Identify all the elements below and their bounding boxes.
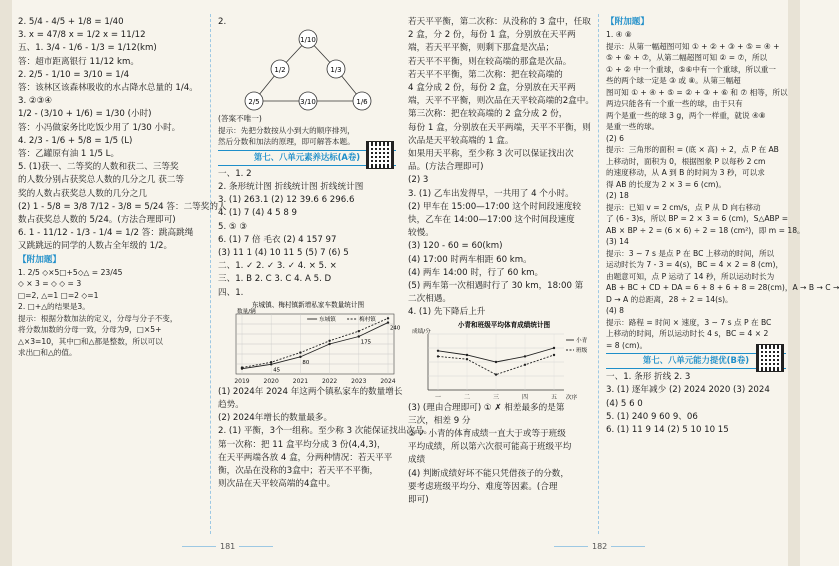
answer-line: (2) 2024年增长的数量最多。 <box>218 413 333 424</box>
answer-line: 奖的人数占获奖总人数的几分之几 <box>18 188 147 199</box>
data-point <box>524 363 526 365</box>
data-point <box>270 363 272 365</box>
answer-line: (3) 120 - 60 = 60(km) <box>408 241 503 252</box>
node-top: 1/10 <box>300 36 316 45</box>
answer-line: 4. 2/3 - 1/6 + 5/8 = 1/5 (L) <box>18 135 133 146</box>
answer-line: 6. (1) 7 倍 毛衣 (2) 4 157 97 <box>218 234 337 245</box>
x-tick-label: 2021 <box>292 377 309 385</box>
data-point <box>387 317 389 319</box>
answer-line: 3. (1) 逐年减少 (2) 2024 2020 (3) 2024 <box>606 385 770 396</box>
node-bottom-mid: 3/10 <box>300 98 316 107</box>
data-point <box>495 373 497 375</box>
chart-title: 小青和班级平均体育成绩统计图 <box>457 320 551 329</box>
hint-line: 的速度移动，从 A 到 B 的时间为 3 秒，可以求 <box>606 168 765 178</box>
answer-line: 第一次称：把 11 盒平均分成 3 份(4,4,3)， <box>218 439 386 450</box>
hint-line: 图可知 ① + ④ + ⑤ = ② + ③ + ⑥ 和 ⑦ 相等，所以 <box>606 87 788 97</box>
answer-line: 一、1. 2 <box>218 168 252 179</box>
data-point <box>437 349 439 351</box>
answer-line: 的人数分别占获奖总人数的几分之几 获二等 <box>18 175 185 186</box>
answer-line: (2) 1 - 5/8 = 3/8 7/12 - 3/8 = 5/24 答：二等奖的人 <box>18 201 227 212</box>
answer-line: 3. x = 47/8 x = 1/2 x = 11/12 <box>18 30 146 41</box>
data-point <box>495 360 497 362</box>
hint-line: 两个是重一些的球 3 g，两个一样重，就说 ④⑧ <box>606 110 766 120</box>
answer-line: 答：该林区该森林吸收的水占降水总量的 1/4。 <box>18 83 198 94</box>
extra-answer-line: 提示：根据分数加法的定义，分母与分子不变， <box>18 313 178 323</box>
data-point <box>328 343 330 345</box>
legend-label: 小青 <box>576 337 588 344</box>
page-182 <box>400 0 839 566</box>
hint-line: AB × BP ÷ 2 = (6 × 6) ÷ 2 = 18 (cm²)，即 m = 18。 <box>606 225 805 235</box>
data-point <box>270 361 272 363</box>
answer-line: 较慢。 <box>408 228 434 239</box>
x-tick-label: 2024 <box>380 377 396 385</box>
x-tick-label: 一 <box>434 393 442 401</box>
hint-line: (3) 14 <box>606 237 629 247</box>
answer-line: (2) 3 <box>408 175 429 186</box>
hint-line: (2) 18 <box>606 191 629 201</box>
extra-answer-line: △×3=10，其中□和△都是整数，所以可以 <box>18 336 163 346</box>
answer-line: 成绩 <box>408 455 426 466</box>
hint-line: (2) 6 <box>606 133 625 143</box>
extra-answer-line: 求出□和△的值。 <box>18 348 77 358</box>
x-tick-label: 2020 <box>263 377 279 385</box>
answer-line: 一、1. 条形 折线 2. 3 <box>606 372 691 383</box>
data-point <box>553 353 555 355</box>
data-point <box>328 339 330 341</box>
series-line-0 <box>242 322 388 368</box>
hint-line: 运动时长为 7 - 3 = 4(s)，BC = 4 × 2 = 8 (cm)， <box>606 260 784 270</box>
answer-line: ② ✓ 小青的体育成绩一直大于或等于班级 <box>408 429 566 440</box>
answer-line: 答：小冯做家务比吃饭少用了 1/30 小时。 <box>18 122 181 133</box>
hint-line: 得 AB 的长度为 2 × 3 = 6 (cm)。 <box>606 179 726 189</box>
node-bottom-right: 1/6 <box>356 98 368 107</box>
page-number: 181 <box>178 542 277 551</box>
answer-line: 衡，次品在没称的3盒中；若天平不平衡， <box>218 465 379 476</box>
private-car-line-chart <box>218 300 401 386</box>
answer-line: 6. 1 - 11/12 - 1/3 - 1/4 = 1/2 答：跳高跳绳 <box>18 228 194 239</box>
column-3 <box>404 16 596 538</box>
answer-line: 答：超市距离银行 11/12 km。 <box>18 56 139 67</box>
answer-line: (4) 判断成绩好坏不能只凭借孩子的分数， <box>408 468 569 479</box>
answer-line: 若天平不平衡，则在较高端的那盒是次品。 <box>408 56 572 67</box>
answer-line: 品。(方法合理即可) <box>408 162 484 173</box>
node-right-mid: 1/3 <box>330 66 342 75</box>
data-point <box>358 330 360 332</box>
unit-7a-title: 第七、八单元素养达标(A卷) <box>218 150 396 166</box>
answer-line: 平均成绩，所以第六次很可能高于班级平均 <box>408 442 572 453</box>
pe-score-line-chart <box>408 320 588 402</box>
answer-line: 又跳跳远的同学的人数占全年级的 1/2。 <box>18 241 173 252</box>
answer-line: 即可) <box>408 495 429 506</box>
hint-line: 上移动时，面积为 0，根据图象 P 以每秒 2 cm <box>606 156 766 166</box>
hint-line: 1. ④ ⑧ <box>606 30 632 40</box>
answer-line: (3) (理由合理即可) ① ✗ 相差最多的是第 <box>408 402 565 413</box>
answer-line: 4. (1) 7 (4) 4 5 8 9 <box>218 208 298 219</box>
hint-line: 提示：先把分数按从小到大的顺序排列， <box>218 125 355 135</box>
answer-line: 1/2 - (3/10 + 1/6) = 1/30 (小时) <box>18 109 152 120</box>
answer-line: 5. ⑤ ③ <box>218 221 248 232</box>
answer-line: (3) 11 1 (4) 10 11 5 (5) 7 (6) 5 <box>218 247 349 258</box>
triangle-section <box>218 16 396 148</box>
hint-line: ⑤ + ⑥ + ⑦，从第二幅超图可知 ② = ⑦，所以 <box>606 53 768 63</box>
answer-line: 五、1. 3/4 - 1/6 - 1/3 = 1/12(km) <box>18 43 157 54</box>
node-bottom-left: 2/5 <box>248 98 260 107</box>
legend-label: 东城镇 <box>319 316 336 323</box>
hint-line: (答案不唯一) <box>218 114 262 124</box>
hint-line: 提示：从第一幅超图可知 ① + ② + ③ + ⑤ = ④ + <box>606 41 780 51</box>
hint-line: 提示：已知 v = 2 cm/s，点 P 从 D 向右移动 <box>606 202 761 212</box>
hint-line: 提示：3 ~ 7 s 是点 P 在 BC 上移动的时间，所以 <box>606 248 775 258</box>
answer-line: 若天平不平衡，第二次称：把在较高端的 <box>408 69 563 80</box>
answer-line: 次品是天平较高端的 1 盒。 <box>408 135 514 146</box>
data-point <box>299 351 301 353</box>
number-triangle-diagram <box>218 29 398 113</box>
x-tick-label: 四 <box>521 393 529 401</box>
extra-answer-line: □=2, △=1 □=2 ◇=1 <box>18 290 99 300</box>
qr-code-icon[interactable] <box>756 344 784 372</box>
answer-line: 5. (1)获一、二等奖的人数和获二、三等奖 <box>18 162 179 173</box>
chart-ylabel: 数量/辆 <box>237 308 256 315</box>
answer-line: 2. (1) 平衡，3个一组称。至少称 3 次能保证找出次品。 <box>218 426 433 437</box>
answer-line: (4) 17:00 时两车相距 60 km。 <box>408 254 532 265</box>
x-tick-label: 五 <box>550 393 558 401</box>
column-1 <box>14 16 227 538</box>
extra-heading: 【附加题】 <box>18 254 61 265</box>
data-point <box>524 355 526 357</box>
x-tick-label: 二 <box>463 393 471 401</box>
answer-line: 在天平两端各放 4 盒，分两种情况：若天平平 <box>218 452 393 463</box>
data-point <box>241 366 243 368</box>
data-point <box>387 321 389 323</box>
hint-line: = 8 (cm)。 <box>606 340 648 350</box>
answer-line: (2) 甲车在 15:00—17:00 这个时间段速度较 <box>408 201 582 212</box>
data-point <box>299 355 301 357</box>
answer-line: (4) 5 6 0 <box>606 398 643 409</box>
column-divider <box>210 14 211 534</box>
answer-line: 则次品在天平较高端的4盒中。 <box>218 479 336 490</box>
data-point <box>553 346 555 348</box>
answer-line: 二次相遇。 <box>408 294 451 305</box>
answer-line: 5. (1) 240 9 60 9、06 <box>606 411 698 422</box>
answer-line: 四、1. <box>218 287 244 298</box>
chart-ylabel: 成绩/分 <box>412 328 431 335</box>
data-label: 45 <box>273 367 281 374</box>
answer-line: (4) 两车 14:00 时，行了 60 km。 <box>408 267 544 278</box>
extra-answer-line: 2. □+△的结果是3。 <box>18 302 90 312</box>
hint-line: 提示：三角形的面积 = (底 × 高) ÷ 2，点 P 在 AB <box>606 145 779 155</box>
data-point <box>437 355 439 357</box>
answer-line: 数占获奖总人数的 5/24。(方法合理即可) <box>18 215 176 226</box>
hint-line: 了 (6 - 3)s，所以 BP = 2 × 3 = 6 (cm)，S△ABP = <box>606 214 789 224</box>
answer-line: 趋势。 <box>218 399 244 410</box>
answer-line: 第三次称：把在较高端的 2 盒分成 2 份， <box>408 109 568 120</box>
answer-line: 若天平平衡，第二次称：从没称的 3 盒中，任取 <box>408 17 591 27</box>
answer-line: 2. <box>218 17 227 27</box>
chart-xlabel: 次序 <box>566 394 578 401</box>
answer-line: 答：乙罐原有油 1 1/5 L。 <box>18 149 120 160</box>
hint-line: 些的两个球一定是 ③ 或 ⑧。从第三幅超 <box>606 76 741 86</box>
answer-line: 端，天平不平衡，则次品在天平较高端的2盒中。 <box>408 96 594 107</box>
hint-line: ① + ② 中一个重球，⑤⑥中有一个重球，所以重一 <box>606 64 776 74</box>
data-point <box>466 353 468 355</box>
answer-line: 2. 5/4 - 4/5 + 1/8 = 1/40 <box>18 17 124 27</box>
data-point <box>466 358 468 360</box>
hint-line: 由题意可知，点 P 运动了 14 秒，所以运动时长为 <box>606 271 775 281</box>
hint-line: 上移动的时间，所以运动时长 4 s，BC = 4 × 2 <box>606 329 769 339</box>
x-tick-label: 2022 <box>321 377 338 385</box>
answer-line: (5) 两车第一次相遇时行了 30 km，18:00 第 <box>408 281 584 292</box>
unit-7b-title: 第七、八单元能力提优(B卷) <box>606 353 786 369</box>
legend-label: 班级 <box>576 347 588 354</box>
answer-line: 如果用天平称，至少称 3 次可以保证找出次 <box>408 149 574 160</box>
answer-line: 要考虑班级平均分、难度等因素。(合理 <box>408 481 558 492</box>
hint-line: D → A 的总距离，28 ÷ 2 = 14(s)。 <box>606 294 733 304</box>
answer-line: 2 盒，分 2 份，每份 1 盒，分别放在天平两 <box>408 30 576 41</box>
data-label: 240 <box>390 325 401 332</box>
hint-line: 是重一些的球。 <box>606 122 660 132</box>
chart-title: 东城镇、梅村镇新增私家车数量统计图 <box>251 300 365 309</box>
answer-line: 2. 2/5 - 1/10 = 3/10 = 1/4 <box>18 69 130 80</box>
answer-line: 三、1. B 2. C 3. C 4. A 5. D <box>218 274 332 285</box>
answer-line: (1) 2024年 2024 年这两个镇私家车的数量增长 <box>218 386 403 397</box>
data-label: 80 <box>302 359 310 366</box>
data-label: 175 <box>360 339 372 346</box>
extra-answer-line: 将分数加数的分母一致，分母为9，□×5+ <box>18 325 162 335</box>
hint-line: (4) 8 <box>606 306 625 316</box>
qr-code-icon[interactable] <box>366 141 394 169</box>
answer-line: 3. (1) 263.1 (2) 12 39.6 6 296.6 <box>218 195 355 206</box>
hint-line: 两边只能各有一个重一些的球，由于只有 <box>606 99 743 109</box>
data-point <box>358 335 360 337</box>
answer-line: 端，若天平平衡，则剩下那盒是次品； <box>408 43 555 54</box>
answer-line: 4. (1) 先下降后上升 <box>408 307 486 318</box>
answer-line: 快，乙车在 14:00—17:00 这个时间段速度 <box>408 215 575 226</box>
answer-line: 3. (1) 乙车出发得早，一共用了 4 个小时。 <box>408 188 574 199</box>
x-tick-label: 三 <box>492 393 500 401</box>
extra-answer-line: 1. 2/5 ◇×5□+5◇△ = 23/45 <box>18 267 123 277</box>
answer-line: 二、1. ✓ 2. ✓ 3. ✓ 4. × 5. × <box>218 261 337 272</box>
legend-label: 梅村镇 <box>359 316 376 323</box>
node-left-mid: 1/2 <box>274 66 286 75</box>
hint-line: 提示：路程 = 时间 × 速度，3 ~ 7 s 点 P 在 BC <box>606 317 772 327</box>
hint-line: AB + BC + CD + DA = 6 + 8 + 6 + 8 = 28(cm)，A → B → C → <box>606 283 839 293</box>
answer-line: 6. (1) 11 9 14 (2) 5 10 10 15 <box>606 425 729 436</box>
extra-heading: 【附加题】 <box>606 17 649 27</box>
extra-answer-line: ◇ × 3 = ◇ ◇ = 3 <box>18 279 82 289</box>
answer-line: 4 盒分成 2 份，每份 2 盒，分别放在天平两 <box>408 83 576 94</box>
column-divider <box>598 14 599 534</box>
x-tick-label: 2019 <box>234 377 250 385</box>
x-tick-label: 2023 <box>351 377 367 385</box>
column-4 <box>602 16 839 538</box>
page-number: 182 <box>550 542 649 551</box>
hint-line: 然后分数和加法的原理，即可解答本题。 <box>218 137 355 147</box>
answer-line: 2. 条形统计图 折线统计图 折线统计图 <box>218 181 364 192</box>
answer-line: 3. ②③④ <box>18 96 53 107</box>
answer-line: 三次，相差 9 分 <box>408 415 471 426</box>
answer-line: 每份 1 盒，分别放在天平两端，天平不平衡，则 <box>408 122 591 133</box>
